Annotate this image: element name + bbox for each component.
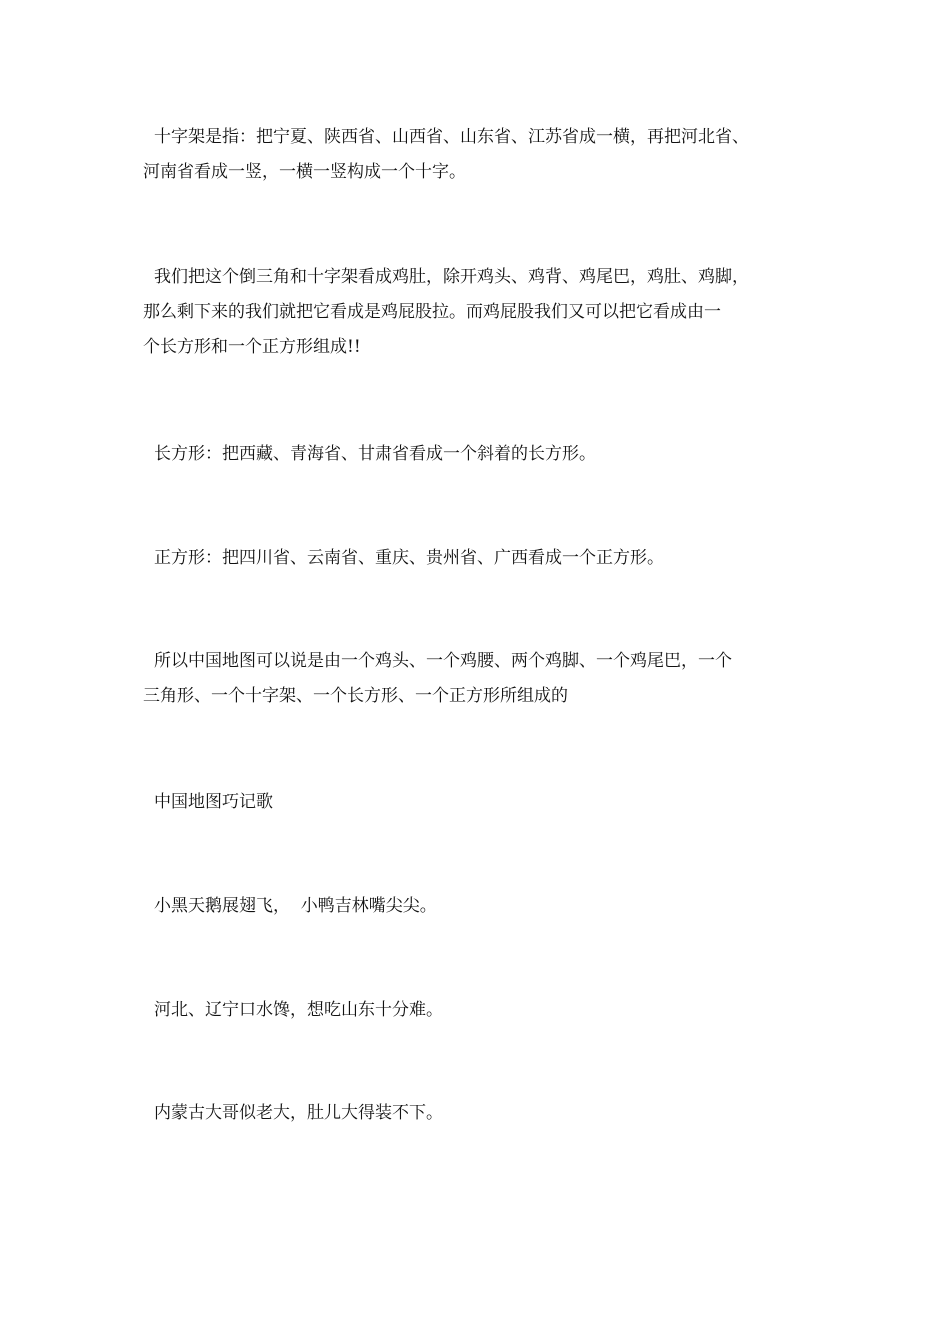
- text-line: 河北、辽宁口水馋，想吃山东十分难。: [154, 1000, 443, 1020]
- rhyme-line-3: [143, 1096, 833, 1131]
- text-line: 那么剩下来的我们就把它看成是鸡屁股拉。而鸡屁股我们又可以把它看成由一: [143, 302, 721, 322]
- text-line: 正方形：把四川省、云南省、重庆、贵州省、广西看成一个正方形。: [154, 548, 664, 568]
- rhyme-line-2: [143, 993, 833, 1028]
- paragraph-square: [143, 541, 833, 576]
- paragraph-summary: [143, 644, 833, 714]
- text-line: 三角形、一个十字架、一个长方形、一个正方形所组成的: [143, 686, 568, 706]
- text-line: 长方形：把西藏、青海省、甘肃省看成一个斜着的长方形。: [154, 444, 596, 464]
- text-line: 河南省看成一竖，一横一竖构成一个十字。: [143, 162, 466, 182]
- text-line: 内蒙古大哥似老大，肚儿大得装不下。: [154, 1103, 443, 1123]
- paragraph-chicken-belly: [143, 260, 833, 365]
- text-line: 个长方形和一个正方形组成!!: [143, 337, 361, 357]
- text-line: 中国地图巧记歌: [154, 792, 273, 812]
- text-line: 十字架是指：把宁夏、陕西省、山西省、山东省、江苏省成一横，再把河北省、: [154, 127, 749, 147]
- paragraph-cross-shape: [143, 120, 833, 190]
- section-heading-map-rhyme: [143, 785, 833, 820]
- paragraph-rectangle: [143, 437, 833, 472]
- text-line: 所以中国地图可以说是由一个鸡头、一个鸡腰、两个鸡脚、一个鸡尾巴，一个: [154, 651, 732, 671]
- text-line: 小黑天鹅展翅飞， 小鸭吉林嘴尖尖。: [154, 896, 437, 916]
- rhyme-line-1: [143, 889, 833, 924]
- text-line: 我们把这个倒三角和十字架看成鸡肚，除开鸡头、鸡背、鸡尾巴，鸡肚、鸡脚，: [154, 267, 749, 287]
